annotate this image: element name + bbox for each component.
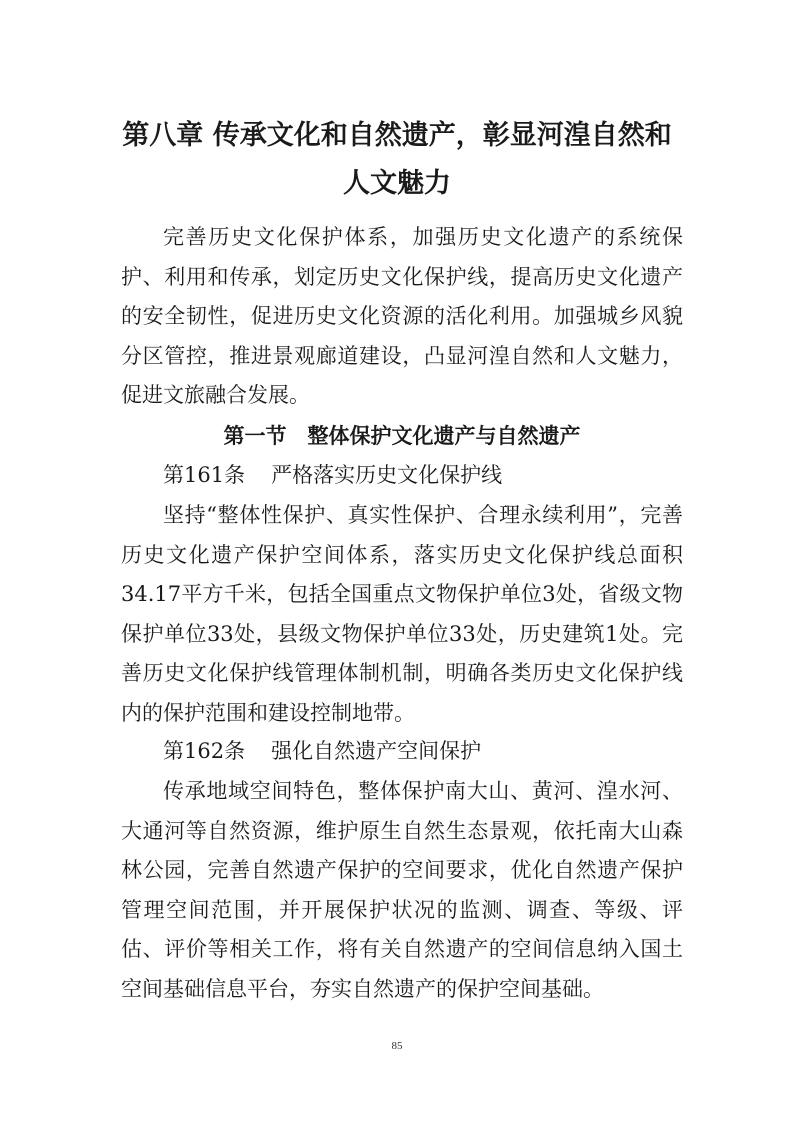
article-162-heading <box>163 732 683 772</box>
chapter-title: 第八章 传承文化和自然遗产，彰显河湟自然和人文魅力 <box>122 120 672 199</box>
article-161-heading <box>163 456 683 496</box>
article-162-body: 传承地域空间特色，整体保护南大山、黄河、湟水河、大通河等自然资源，维护原生自然生态景观，依托南大山森林公园，完善自然遗产保护的空间要求，优化自然遗产保护管理空间范围，并开展保护状况的监测、调查、等级、评估、评价等相关工作，将有关自然遗产的空间信息纳入国土空间基础信息平台，夯实自然遗产的保护空间基础。 <box>121 779 683 1001</box>
article-161-title: 严格落实历史文化保护线 <box>271 463 503 487</box>
article-161-body: 坚持“整体性保护、真实性保护、合理永续利用”，完善历史文化遗产保护空间体系，落实历史文化保护线总面积34.17平方千米，包括全国重点文物保护单位3处，省级文物保护单位33处，县级文物保护单位33处，历史建筑1处。完善历史文化保护线管理体制机制，明确各类历史文化保护线内的保护范围和建设控制地带。 <box>121 503 683 725</box>
article-162-number: 第162条 <box>163 739 246 763</box>
page-number: 85 <box>391 1040 403 1052</box>
article-161-number: 第161条 <box>163 463 246 487</box>
chapter-intro-paragraph: 完善历史文化保护体系，加强历史文化遗产的系统保护、利用和传承，划定历史文化保护线，提高历史文化遗产的安全韧性，促进历史文化资源的活化利用。加强城乡风貌分区管控，推进景观廊道建设，凸显河湟自然和人文魅力，促进文旅融合发展。 <box>121 225 683 407</box>
article-162-title: 强化自然遗产空间保护 <box>271 739 482 763</box>
section-heading: 第一节 整体保护文化遗产与自然遗产 <box>223 424 581 448</box>
